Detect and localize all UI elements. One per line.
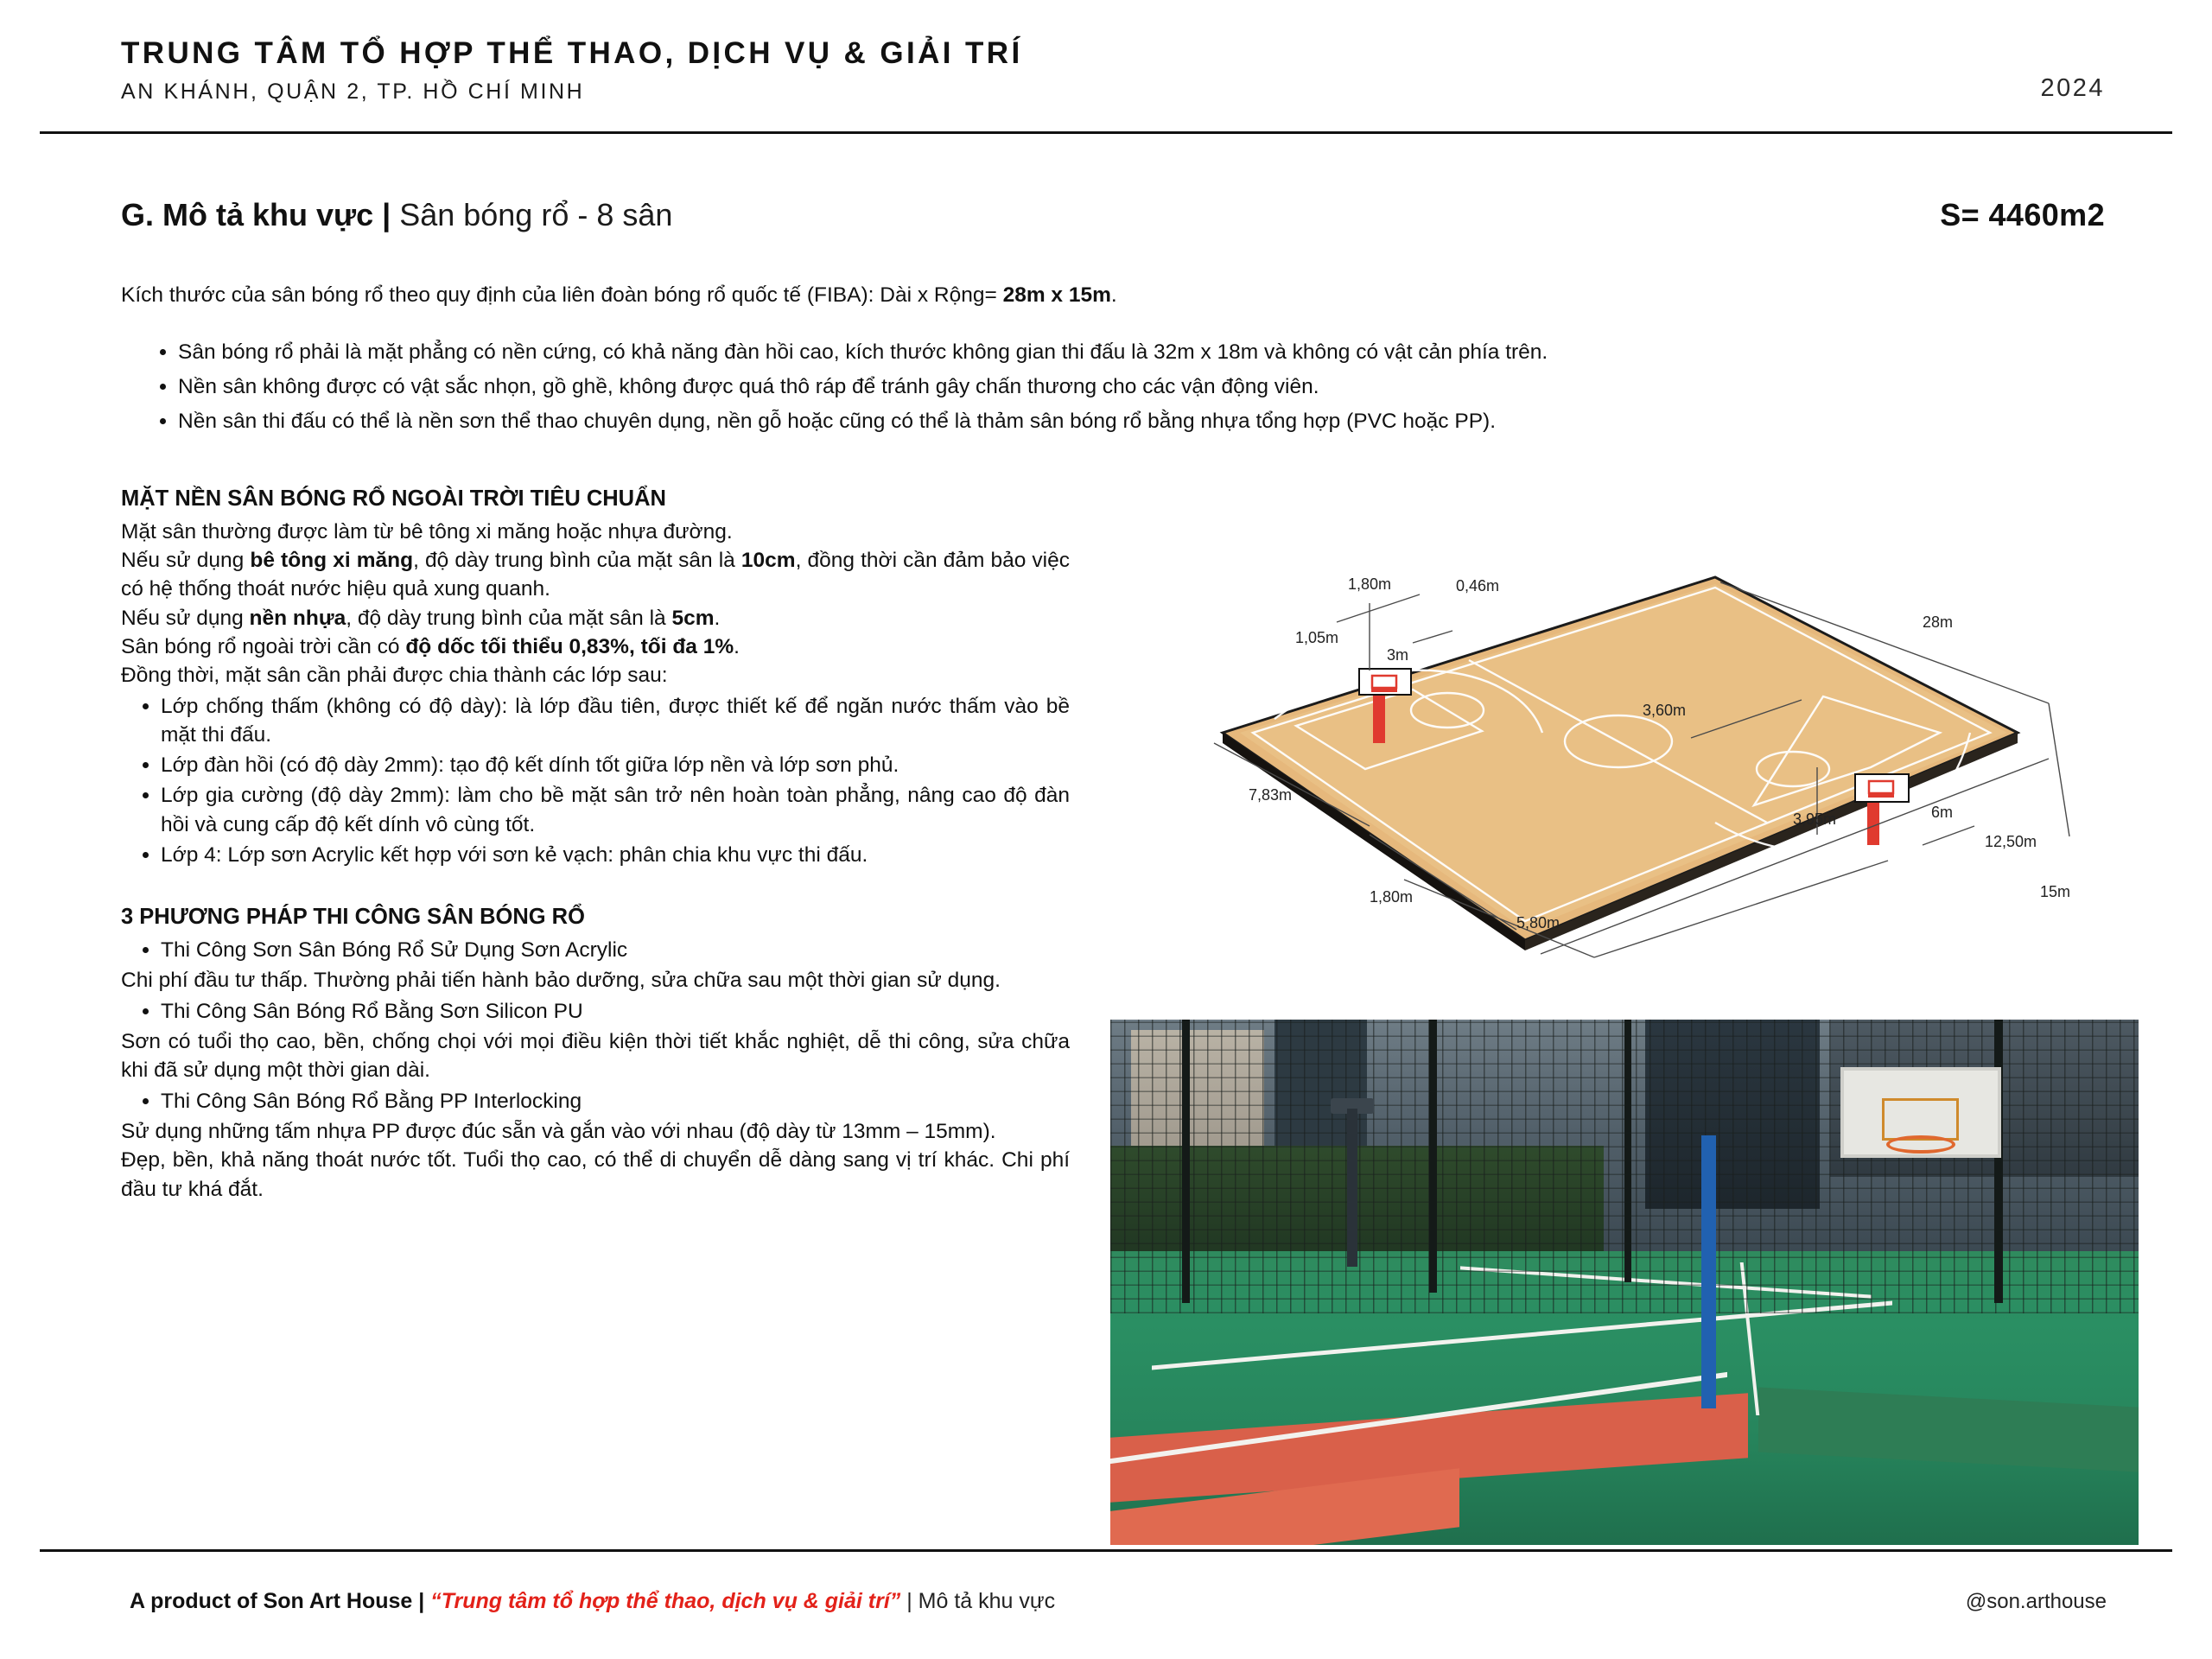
photo-backboard-square [1882, 1098, 1959, 1141]
text-strong: nền nhựa [249, 606, 346, 630]
paragraph-surface-2 [121, 546, 1070, 604]
text-strong: 10cm [741, 548, 796, 572]
label-baseline-a: 1,80m [1370, 888, 1414, 906]
section-area-value: S= 4460m2 [1940, 197, 2105, 232]
footer-divider [40, 1549, 2172, 1552]
paragraph-surface-3 [121, 604, 1070, 632]
list-item: • Thi Công Sơn Sân Bóng Rổ Sử Dụng Sơn Acrylic [161, 936, 1070, 964]
method-3-bullet [121, 1087, 1070, 1116]
label-three-point: 12,50m [1985, 833, 2037, 850]
spacer [121, 871, 1070, 902]
text-fragment: , độ dày trung bình của mặt sân là [413, 548, 741, 572]
text-fragment: , độ dày trung bình của mặt sân là [346, 606, 672, 630]
text-fragment: Sân bóng rổ ngoài trời cần có [121, 634, 406, 658]
court-slab [1223, 577, 2018, 950]
method-3-text-1: Sử dụng những tấm nhựa PP được đúc sẵn và gắn vào với nhau (độ dày từ 13mm – 15mm). [121, 1119, 996, 1143]
label-key-depth: 3,95m [1793, 810, 1837, 828]
list-item: • Thi Công Sân Bóng Rổ Bằng Sơn Silicon PU [161, 997, 1070, 1026]
court-diagram-svg [1110, 474, 2139, 1004]
photo-floodlight-pole [1347, 1109, 1357, 1266]
text-fragment: Nếu sử dụng [121, 606, 250, 630]
intro-dimension: 28m x 15m [1002, 283, 1111, 307]
label-baseline-b: 5,80m [1516, 914, 1560, 931]
subsection-title-surface: MẶT NỀN SÂN BÓNG RỔ NGOÀI TRỜI TIÊU CHUẨN [121, 486, 666, 511]
footer-section: | Mô tả khu vực [900, 1589, 1056, 1613]
subsection-title-methods: 3 PHƯƠNG PHÁP THI CÔNG SÂN BÓNG RỔ [121, 905, 585, 930]
paragraph-surface-5: Đồng thời, mặt sân cần phải được chia thành các lớp sau: [121, 664, 668, 688]
header-divider [40, 131, 2172, 134]
photo-hoop-rim [1886, 1135, 1955, 1154]
method-3-text-2: Đẹp, bền, khả năng thoát nước tốt. Tuổi thọ cao, có thể di chuyển dễ dàng sang vị trí khác. Chi phí đầu tư khá đắt. [121, 1148, 1070, 1201]
court-photo [1110, 1020, 2139, 1545]
intro-bullet-list [138, 337, 2117, 440]
label-side-left: 7,83m [1249, 786, 1293, 804]
list-item: • Lớp chống thấm (không có độ dày): là lớp đầu tiên, được thiết kế để ngăn nước thấm vào bề mặt thi đấu. [161, 692, 1070, 750]
photo-fence-post [1429, 1020, 1437, 1293]
photo-net-pole [1701, 1135, 1716, 1408]
list-item: • Lớp 4: Lớp sơn Acrylic kết hợp với sơn kẻ vạch: phân chia khu vực thi đấu. [161, 841, 1070, 869]
page-footer [130, 1589, 2129, 1614]
photo-fence-post [1624, 1020, 1631, 1282]
section-header [121, 197, 2129, 233]
text-fragment: . [734, 634, 740, 658]
footer-credit [130, 1589, 1055, 1614]
text-fragment: . [714, 606, 721, 630]
layer-list [121, 692, 1070, 870]
text-fragment: , đồng thời cần đảm bảo việc có hệ thống thoát nước hiệu quả xung quanh. [121, 548, 1070, 601]
footer-handle: @son.arthouse [1965, 1590, 2107, 1613]
page-title: TRUNG TÂM TỔ HỢP THỂ THAO, DỊCH VỤ & GIẢI TRÍ [121, 36, 1023, 70]
section-title [121, 197, 672, 233]
paragraph-surface-1: Mặt sân thường được làm từ bê tông xi măng hoặc nhựa đường. [121, 519, 733, 543]
method-2-text: Sơn có tuổi thọ cao, bền, chống chọi với mọi điều kiện thời tiết khắc nghiệt, dễ thi công, sửa chữa khi đã sử dụng một thời gian dài. [121, 1030, 1070, 1083]
page-header [0, 0, 2212, 137]
label-key-width: 6m [1931, 804, 1954, 821]
intro-suffix: . [1110, 283, 1117, 307]
header-year: 2024 [2040, 74, 2105, 102]
label-rim-dist: 3m [1387, 646, 1409, 664]
left-text-column [121, 484, 1070, 1204]
label-court-width: 15m [2040, 883, 2071, 900]
method-1-text: Chi phí đầu tư thấp. Thường phải tiến hành bảo dưỡng, sửa chữa sau một thời gian sử dụng. [121, 969, 1001, 993]
list-item: • Lớp đàn hồi (có độ dày 2mm): tạo độ kết dính tốt giữa lớp nền và lớp sơn phủ. [161, 751, 1070, 779]
label-backboard-width: 1,80m [1347, 575, 1392, 593]
label-court-length: 28m [1923, 613, 1954, 631]
photo-fence-post [1994, 1020, 2003, 1303]
section-name: Sân bóng rổ - 8 sân [391, 197, 673, 232]
footer-product: A product of Son Art House | [130, 1589, 431, 1613]
paragraph-surface-4 [121, 632, 1070, 661]
label-backboard-offset: 0,46m [1456, 577, 1500, 594]
text-strong: bê tông xi măng [250, 548, 414, 572]
photo-court-green-zone [1758, 1387, 2139, 1473]
photo-fence-post [1182, 1020, 1190, 1303]
text-strong: độ dốc tối thiểu 0,83%, tối đa 1% [405, 634, 734, 658]
list-item: • Sân bóng rổ phải là mặt phẳng có nền cứng, có khả năng đàn hồi cao, kích thước không gian thi đấu là 32m x 18m và không có vật cản phía trên. [178, 337, 2117, 369]
list-item: • Nền sân không được có vật sắc nhọn, gồ ghề, không được quá thô ráp để tránh gây chấn thương cho các vận động viên. [178, 372, 2117, 404]
page-subtitle: AN KHÁNH, QUẬN 2, TP. HỒ CHÍ MINH [121, 79, 585, 104]
hoop-right [1855, 774, 1909, 845]
text-fragment: Nếu sử dụng [121, 548, 251, 572]
intro-paragraph [121, 281, 2117, 309]
list-item: • Thi Công Sân Bóng Rổ Bằng PP Interlocking [161, 1087, 1070, 1116]
header-titles [121, 36, 1023, 105]
label-free-throw: 3,60m [1643, 702, 1687, 719]
method-1-bullet [121, 936, 1070, 964]
list-item: • Nền sân thi đấu có thể là nền sơn thể thao chuyên dụng, nền gỗ hoặc cũng có thể là thảm sân bóng rổ bằng nhựa tổng hợp (PVC hoặc PP). [178, 406, 2117, 438]
court-dimension-diagram [1110, 474, 2139, 1004]
method-2-bullet [121, 997, 1070, 1026]
text-strong: 5cm [671, 606, 715, 630]
list-item: • Lớp gia cường (độ dày 2mm): làm cho bề mặt sân trở nên hoàn toàn phẳng, nâng cao độ đàn hồi và cung cấp độ kết dính vô cùng tốt. [161, 781, 1070, 839]
footer-project-name: “Trung tâm tổ hợp thể thao, dịch vụ & giải trí” [430, 1589, 901, 1613]
section-label: G. Mô tả khu vực | [121, 197, 391, 232]
label-backboard-height: 1,05m [1295, 629, 1339, 646]
intro-prefix: Kích thước của sân bóng rổ theo quy định của liên đoàn bóng rổ quốc tế (FIBA): Dài x Rộng= [121, 283, 1003, 307]
